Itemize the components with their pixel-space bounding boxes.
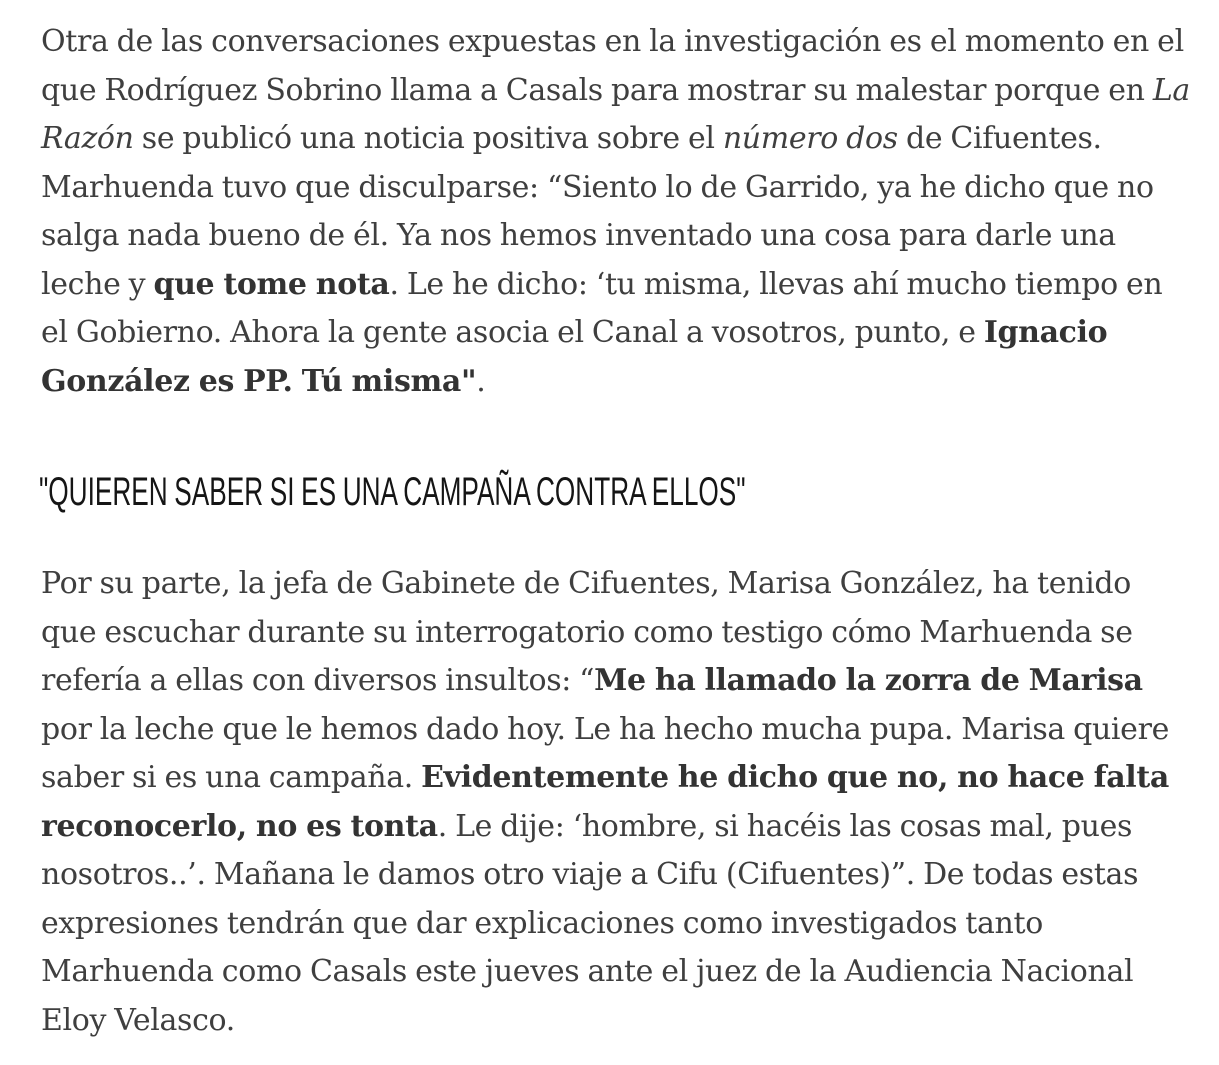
paragraph-conversation-rodriguez-sobrino: [41, 18, 1191, 406]
bold-quote: Evidentemente he dicho que no, no hace falta reconocerlo, no es tonta: [41, 760, 1169, 844]
bold-quote: Ignacio González es PP. Tú misma": [41, 315, 1108, 399]
text-segment: por la leche que le hemos dado hoy. Le ha hecho mucha pupa. Marisa quiere saber si es una campaña.: [41, 711, 1169, 795]
bold-quote: Me ha llamado la zorra de Marisa: [594, 663, 1143, 698]
text-segment: .: [476, 363, 486, 399]
text-segment: Otra de las conversaciones expuestas en la investigación es el momento en el que Rodríguez Sobrino llama a Casals para mostrar su malestar porque en: [41, 24, 1184, 108]
article-body: [41, 18, 1191, 1045]
italic-phrase: número dos: [722, 121, 898, 156]
bold-quote: que tome nota: [153, 266, 390, 302]
newspaper-name-italic: La Razón: [41, 72, 1190, 156]
section-heading: "QUIEREN SABER SI ES UNA CAMPAÑA CONTRA ELLOS": [39, 470, 746, 514]
text-segment: Por su parte, la jefa de Gabinete de Cifuentes, Marisa González, ha tenido que escuchar durante su interrogatorio como testigo cómo Marhuenda se refería a ellas con diversos insultos: “: [41, 566, 1133, 698]
text-segment: de Cifuentes. Marhuenda tuvo que disculparse: “Siento lo de Garrido, ya he dicho que no salga nada bueno de él. Ya nos hemos inventado una cosa para darle una leche y: [41, 121, 1154, 302]
text-segment: . Le he dicho: ‘tu misma, llevas ahí mucho tiempo en el Gobierno. Ahora la gente asocia el Canal a vosotros, punto, e: [41, 266, 1163, 350]
paragraph-marisa-gonzalez: [41, 560, 1191, 1045]
text-segment: se publicó una noticia positiva sobre el: [133, 121, 723, 156]
text-segment: . Le dije: ‘hombre, si hacéis las cosas mal, pues nosotros..’. Mañana le damos otro viaje a Cifu (Cifuentes)”. De todas estas expresiones tendrán que dar explicaciones como investigados tanto Marhuenda como Casals este jueves ante el juez de la Audiencia Nacional Eloy Velasco.: [41, 808, 1139, 1038]
